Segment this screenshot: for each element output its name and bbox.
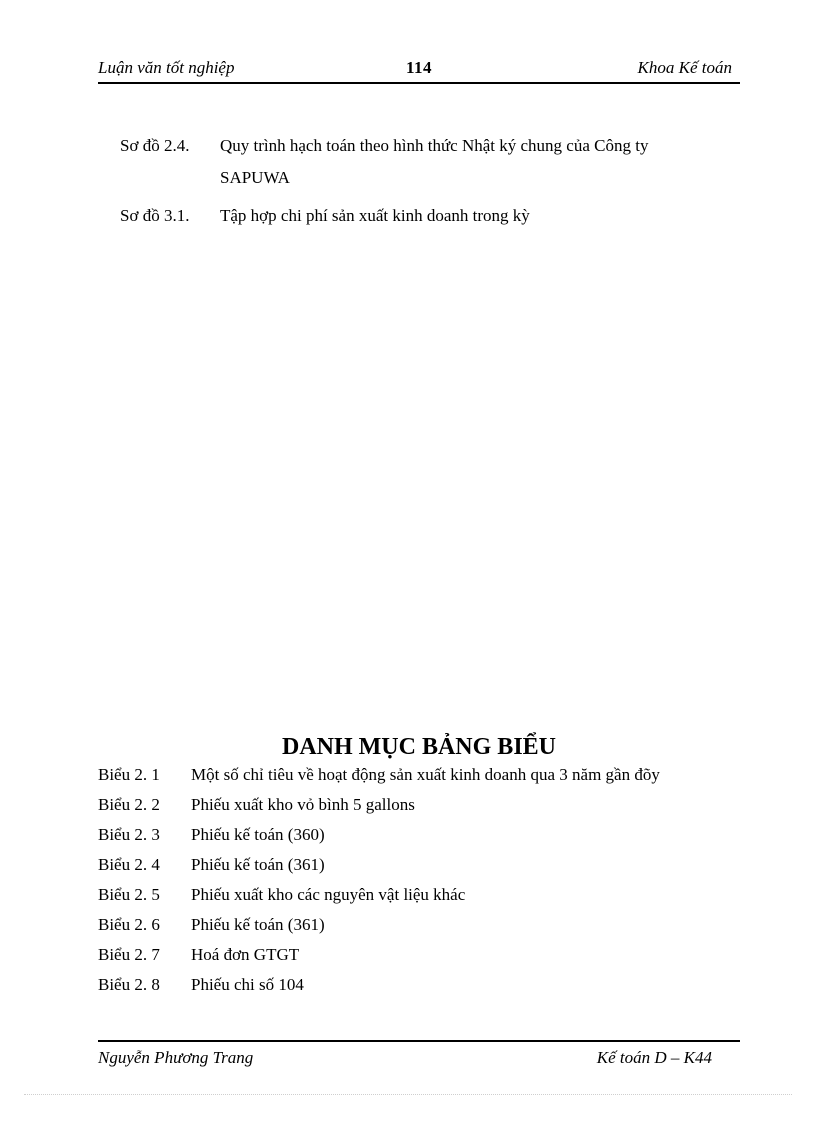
table-list-item [98, 850, 738, 880]
table-number: Biểu 2. 5 [98, 885, 160, 904]
table-list-item [98, 970, 738, 1000]
table-list [98, 760, 738, 1000]
table-number: Biểu 2. 7 [98, 945, 160, 964]
diagram-title: Quy trình hạch toán theo hình thức Nhật ký chung của Công ty SAPUWA [220, 136, 649, 187]
table-list-item [98, 910, 738, 940]
table-number: Biểu 2. 8 [98, 975, 160, 994]
table-list-item [98, 790, 738, 820]
footer-author: Nguyễn Phương Trang [98, 1048, 254, 1067]
page-header [98, 56, 740, 84]
table-number: Biểu 2. 6 [98, 915, 160, 934]
table-number: Biểu 2. 4 [98, 855, 160, 874]
table-list-item [98, 760, 738, 790]
diagram-number: Sơ đồ 2.4. [120, 136, 190, 155]
table-title: Một số chỉ tiêu về hoạt động sản xuất kinh doanh qua 3 năm gần đõy [191, 765, 660, 784]
table-title: Hoá đơn GTGT [191, 945, 300, 964]
header-thesis-label: Luận văn tốt nghiệp [98, 58, 235, 77]
header-faculty-label: Khoa Kế toán [637, 58, 732, 77]
table-number: Biểu 2. 3 [98, 825, 160, 844]
table-title: Phiếu xuất kho vỏ bình 5 gallons [191, 795, 415, 814]
diagram-title: Tập hợp chi phí sản xuất kinh doanh trong kỳ [220, 206, 530, 225]
table-title: Phiếu chi số 104 [191, 975, 304, 994]
table-title: Phiếu kế toán (361) [191, 915, 325, 934]
footer-class: Kế toán D – K44 [596, 1048, 712, 1067]
table-title: Phiếu kế toán (360) [191, 825, 325, 844]
table-list-item [98, 820, 738, 850]
table-list-item [98, 880, 738, 910]
diagram-number: Sơ đồ 3.1. [120, 206, 190, 225]
diagram-list-item [120, 200, 720, 232]
tables-section-title: DANH MỤC BẢNG BIỂU [281, 734, 556, 760]
diagram-list-item [120, 130, 720, 194]
table-title: Phiếu kế toán (361) [191, 855, 325, 874]
table-number: Biểu 2. 2 [98, 795, 160, 814]
page-number: 114 [405, 58, 433, 77]
diagram-list [120, 130, 720, 238]
table-number: Biểu 2. 1 [98, 765, 160, 784]
table-title: Phiếu xuất kho các nguyên vật liệu khác [191, 885, 466, 904]
page-bottom-divider [24, 1094, 792, 1095]
table-list-item [98, 940, 738, 970]
page-footer [98, 1040, 740, 1072]
